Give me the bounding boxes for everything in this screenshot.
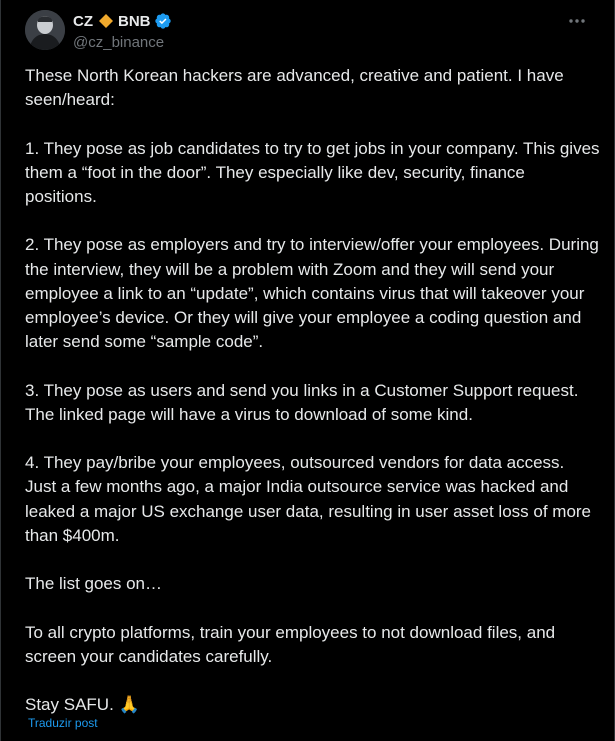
display-name[interactable]: CZ (73, 12, 93, 30)
more-options-button[interactable] (560, 10, 594, 32)
post-paragraph: To all crypto platforms, train your employees to not download files, and screen your candidates carefully. (25, 622, 556, 666)
avatar[interactable] (25, 10, 65, 50)
verified-badge-icon[interactable] (154, 12, 172, 30)
post-paragraph: The list goes on… (25, 574, 163, 594)
post-paragraph: Stay SAFU. 🙏 (25, 695, 140, 715)
post-paragraph: 4. They pay/bribe your employees, outsourced vendors for data access. Just a few months ago, a major India outsource service was hacked and leaked a major US exchange user data, resulting in user asset loss of more than $400m. (25, 453, 592, 545)
avatar-image (25, 10, 65, 50)
post-paragraph: 1. They pose as job candidates to try to get jobs in your company. This gives them a “foot in the door”. They especially like dev, security, finance positions. (25, 138, 600, 206)
translate-post-link[interactable]: Traduzir post (28, 716, 98, 730)
post-paragraph: 2. They pose as employers and try to interview/offer your employees. During the interview, they will be a problem with Zoom and they will send your employee a link to an “update”, which contains virus that will takeover your employee’s device. Or they will give your employee a coding question and later send some “sample code”. (25, 235, 599, 352)
author-name-row[interactable] (73, 11, 172, 31)
author-handle[interactable]: @cz_binance (73, 34, 165, 51)
post-text (25, 64, 600, 717)
post-paragraph: These North Korean hackers are advanced, creative and patient. I have seen/heard: (25, 66, 564, 110)
post-header (25, 10, 598, 54)
more-dots-icon (567, 11, 587, 31)
author-names (73, 11, 172, 52)
diamond-icon (98, 13, 114, 29)
post-paragraph: 3. They pose as users and send you links in a Customer Support request. The linked page will have a virus to download of some kind. (25, 380, 579, 424)
badge-name[interactable]: BNB (118, 12, 151, 30)
